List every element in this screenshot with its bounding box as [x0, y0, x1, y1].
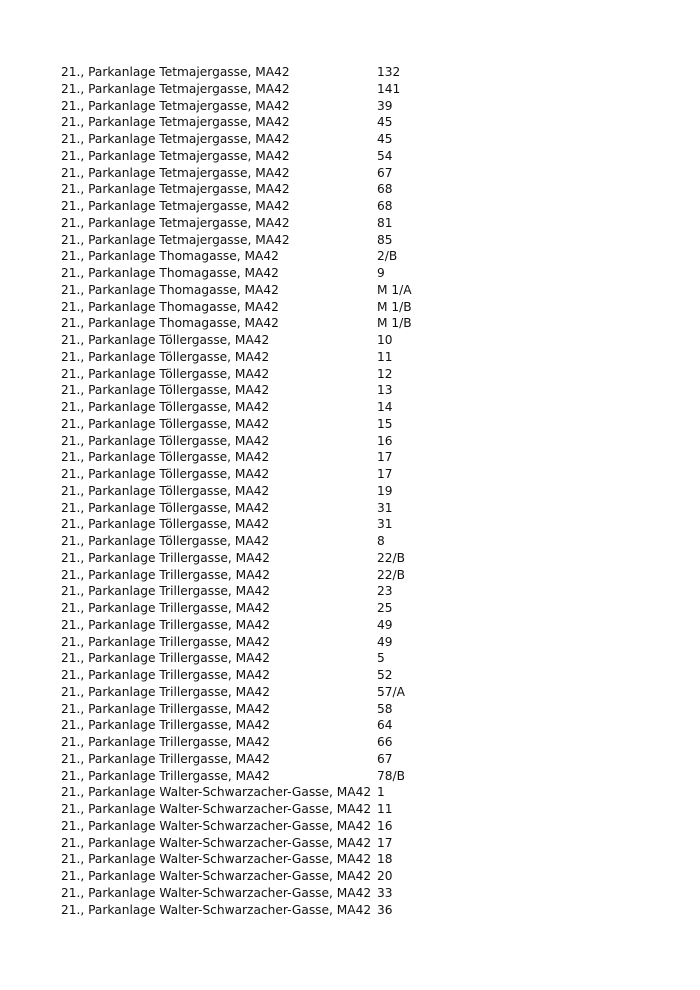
list-item — [61, 801, 412, 818]
list-item — [61, 299, 412, 316]
location-name: 21., Parkanlage Töllergasse, MA42 — [61, 366, 270, 381]
location-number: 2/B — [377, 249, 398, 264]
location-number: 33 — [377, 885, 393, 900]
location-name: 21., Parkanlage Töllergasse, MA42 — [61, 383, 270, 398]
location-number: 22/B — [377, 550, 405, 565]
location-name: 21., Parkanlage Tetmajergasse, MA42 — [61, 81, 290, 96]
location-number: 31 — [377, 517, 393, 532]
location-number: 36 — [377, 902, 393, 917]
location-number: 11 — [377, 802, 393, 816]
location-name: 21., Parkanlage Thomagasse, MA42 — [61, 282, 279, 297]
location-number: 20 — [377, 869, 393, 883]
location-number: 49 — [377, 617, 393, 632]
location-number: M 1/B — [377, 299, 412, 314]
location-number: 14 — [377, 400, 393, 414]
location-number: 49 — [377, 634, 393, 649]
list-item — [61, 902, 412, 919]
list-item — [61, 851, 412, 868]
location-name: 21., Parkanlage Trillergasse, MA42 — [61, 634, 271, 649]
location-number: 54 — [377, 148, 393, 163]
list-item — [61, 315, 412, 332]
location-name: 21., Parkanlage Walter-Schwarzacher-Gasse, MA42 — [61, 852, 372, 867]
list-item — [61, 349, 412, 366]
location-name: 21., Parkanlage Töllergasse, MA42 — [61, 467, 270, 481]
location-number: 31 — [377, 500, 393, 515]
list-item — [61, 516, 412, 533]
list-item — [61, 818, 412, 835]
location-name: 21., Parkanlage Trillergasse, MA42 — [61, 651, 271, 666]
location-name: 21., Parkanlage Thomagasse, MA42 — [61, 266, 279, 280]
list-item — [61, 600, 412, 617]
list-item — [61, 835, 412, 852]
list-item — [61, 483, 412, 500]
location-name: 21., Parkanlage Tetmajergasse, MA42 — [61, 182, 290, 197]
location-number: 25 — [377, 601, 393, 615]
list-item — [61, 248, 412, 265]
location-name: 21., Parkanlage Tetmajergasse, MA42 — [61, 98, 290, 113]
location-name: 21., Parkanlage Töllergasse, MA42 — [61, 500, 270, 515]
list-item — [61, 81, 412, 98]
list-item — [61, 198, 412, 215]
list-item — [61, 232, 412, 249]
location-number: 39 — [377, 98, 393, 113]
location-number: 52 — [377, 668, 393, 682]
location-number: 17 — [377, 450, 393, 465]
list-item — [61, 265, 412, 282]
location-name: 21., Parkanlage Tetmajergasse, MA42 — [61, 199, 290, 213]
list-item — [61, 131, 412, 148]
list-item — [61, 382, 412, 399]
list-item — [61, 751, 412, 768]
location-number: 12 — [377, 366, 393, 381]
location-number: 16 — [377, 433, 393, 448]
location-number: 68 — [377, 182, 393, 197]
list-item — [61, 550, 412, 567]
location-name: 21., Parkanlage Töllergasse, MA42 — [61, 433, 270, 448]
location-number: 16 — [377, 818, 393, 833]
list-item — [61, 533, 412, 550]
list-item — [61, 181, 412, 198]
list-item — [61, 583, 412, 600]
location-name: 21., Parkanlage Walter-Schwarzacher-Gasse, MA42 — [61, 802, 372, 816]
location-number: 57/A — [377, 684, 405, 699]
location-name: 21., Parkanlage Töllergasse, MA42 — [61, 333, 270, 347]
list-item — [61, 667, 412, 684]
list-item — [61, 165, 412, 182]
location-name: 21., Parkanlage Walter-Schwarzacher-Gasse, MA42 — [61, 902, 372, 917]
list-item — [61, 64, 412, 81]
location-number: M 1/A — [377, 282, 412, 297]
location-name: 21., Parkanlage Tetmajergasse, MA42 — [61, 115, 290, 130]
location-number: 45 — [377, 132, 393, 146]
location-number: 68 — [377, 199, 393, 213]
location-name: 21., Parkanlage Trillergasse, MA42 — [61, 751, 271, 766]
list-item — [61, 114, 412, 131]
location-name: 21., Parkanlage Trillergasse, MA42 — [61, 601, 271, 615]
list-item — [61, 416, 412, 433]
location-number: 85 — [377, 232, 393, 247]
location-number: 23 — [377, 584, 393, 599]
location-name: 21., Parkanlage Töllergasse, MA42 — [61, 534, 270, 548]
location-name: 21., Parkanlage Trillergasse, MA42 — [61, 718, 271, 733]
location-number: 81 — [377, 215, 393, 230]
location-name: 21., Parkanlage Walter-Schwarzacher-Gasse, MA42 — [61, 818, 372, 833]
location-name: 21., Parkanlage Tetmajergasse, MA42 — [61, 215, 290, 230]
location-number: 15 — [377, 416, 393, 431]
location-number: 67 — [377, 165, 393, 180]
list-item — [61, 617, 412, 634]
location-name: 21., Parkanlage Töllergasse, MA42 — [61, 416, 270, 431]
location-number: 132 — [377, 65, 401, 79]
location-number: 64 — [377, 718, 393, 733]
list-item — [61, 399, 412, 416]
location-name: 21., Parkanlage Tetmajergasse, MA42 — [61, 148, 290, 163]
location-number: 9 — [377, 266, 385, 280]
location-name: 21., Parkanlage Walter-Schwarzacher-Gasse, MA42 — [61, 885, 372, 900]
location-number: 17 — [377, 467, 393, 481]
location-name: 21., Parkanlage Trillergasse, MA42 — [61, 668, 271, 682]
list-item — [61, 282, 412, 299]
list-item — [61, 768, 412, 785]
list-item — [61, 734, 412, 751]
location-name: 21., Parkanlage Walter-Schwarzacher-Gasse, MA42 — [61, 785, 372, 800]
location-number: 5 — [377, 651, 385, 666]
list-item — [61, 868, 412, 885]
location-number: 10 — [377, 333, 393, 347]
location-name: 21., Parkanlage Trillergasse, MA42 — [61, 550, 271, 565]
location-name: 21., Parkanlage Tetmajergasse, MA42 — [61, 65, 290, 79]
list-item — [61, 567, 412, 584]
location-name: 21., Parkanlage Trillergasse, MA42 — [61, 584, 271, 599]
location-name: 21., Parkanlage Trillergasse, MA42 — [61, 567, 271, 582]
location-name: 21., Parkanlage Tetmajergasse, MA42 — [61, 132, 290, 146]
list-item — [61, 684, 412, 701]
location-name: 21., Parkanlage Töllergasse, MA42 — [61, 349, 270, 364]
location-number: 13 — [377, 383, 393, 398]
list-item — [61, 650, 412, 667]
list-item — [61, 366, 412, 383]
list-item — [61, 148, 412, 165]
location-name: 21., Parkanlage Trillergasse, MA42 — [61, 617, 271, 632]
location-number: 18 — [377, 852, 393, 867]
location-name: 21., Parkanlage Tetmajergasse, MA42 — [61, 232, 290, 247]
location-number: 141 — [377, 81, 401, 96]
location-number: 1 — [377, 785, 385, 800]
location-name: 21., Parkanlage Trillergasse, MA42 — [61, 768, 271, 783]
location-name: 21., Parkanlage Töllergasse, MA42 — [61, 450, 270, 465]
location-name: 21., Parkanlage Walter-Schwarzacher-Gasse, MA42 — [61, 869, 372, 883]
location-number: 58 — [377, 701, 393, 716]
location-name: 21., Parkanlage Töllergasse, MA42 — [61, 400, 270, 414]
location-name: 21., Parkanlage Walter-Schwarzacher-Gasse, MA42 — [61, 835, 372, 850]
location-number: 66 — [377, 735, 393, 749]
location-number: 22/B — [377, 567, 405, 582]
location-number: 67 — [377, 751, 393, 766]
location-name: 21., Parkanlage Trillergasse, MA42 — [61, 735, 271, 749]
list-item — [61, 332, 412, 349]
location-name: 21., Parkanlage Thomagasse, MA42 — [61, 316, 279, 331]
list-item — [61, 98, 412, 115]
location-name: 21., Parkanlage Tetmajergasse, MA42 — [61, 165, 290, 180]
location-number: 11 — [377, 349, 393, 364]
location-number: M 1/B — [377, 316, 412, 331]
location-name: 21., Parkanlage Thomagasse, MA42 — [61, 299, 279, 314]
list-item — [61, 717, 412, 734]
location-number: 78/B — [377, 768, 405, 783]
location-name: 21., Parkanlage Töllergasse, MA42 — [61, 517, 270, 532]
location-name: 21., Parkanlage Trillergasse, MA42 — [61, 684, 271, 699]
location-name: 21., Parkanlage Thomagasse, MA42 — [61, 249, 279, 264]
location-number: 45 — [377, 115, 393, 130]
list-item — [61, 701, 412, 718]
list-item — [61, 449, 412, 466]
location-number: 19 — [377, 483, 393, 498]
location-name: 21., Parkanlage Trillergasse, MA42 — [61, 701, 271, 716]
list-item — [61, 784, 412, 801]
location-number: 8 — [377, 534, 385, 548]
list-item — [61, 466, 412, 483]
location-name: 21., Parkanlage Töllergasse, MA42 — [61, 483, 270, 498]
list-item — [61, 634, 412, 651]
list-item — [61, 215, 412, 232]
list-item — [61, 433, 412, 450]
location-list — [61, 64, 412, 918]
list-item — [61, 885, 412, 902]
list-item — [61, 500, 412, 517]
location-number: 17 — [377, 835, 393, 850]
